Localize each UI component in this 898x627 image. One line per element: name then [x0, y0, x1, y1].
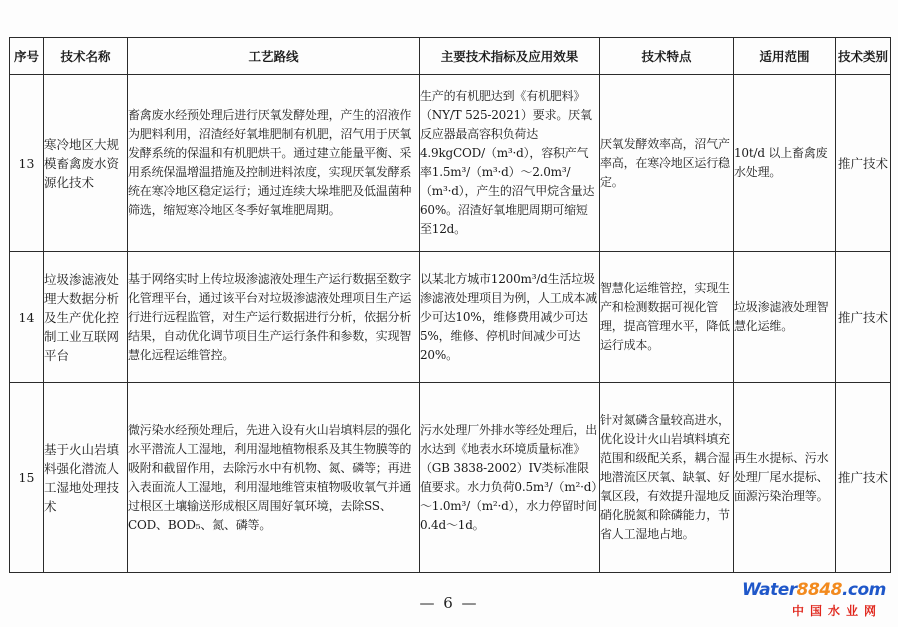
row-name: 基于火山岩填料强化潜流人工湿地处理技术 — [44, 383, 128, 573]
row-features: 针对氮磷含量较高进水，优化设计火山岩填料填充范围和级配关系，耦合湿地潜流区厌氧、缺氧、好氧区段，有效提升湿地反硝化脱氮和除磷能力，节省人工湿地占地。 — [600, 383, 734, 573]
row-indicators: 以某北方城市1200m³/d生活垃圾渗滤液处理项目为例，人工成本减少可达10%，维修费用减少可达5%，维修、停机时间减少可达20%。 — [420, 252, 600, 383]
header-features: 技术特点 — [600, 38, 734, 75]
row-indicators: 污水处理厂外排水等经处理后，出水达到《地表水环境质量标准》（GB 3838-2002）IV类标准限值要求。水力负荷0.5m³/（m²·d）～1.0m³/（m²·d），水力停留时间0.4d～1d。 — [420, 383, 600, 573]
watermark-brand-tld: .com — [841, 580, 886, 600]
header-name: 技术名称 — [44, 38, 128, 75]
site-watermark-logo — [742, 580, 886, 619]
row-no: 14 — [10, 252, 44, 383]
row-name: 垃圾渗滤液处理大数据分析及生产优化控制工业互联网平台 — [44, 252, 128, 383]
row-features: 厌氧发酵效率高，沼气产率高，在寒冷地区运行稳定。 — [600, 75, 734, 252]
row-scope: 再生水提标、污水处理厂尾水提标、面源污染治理等。 — [734, 383, 836, 573]
row-route: 微污染水经预处理后，先进入设有火山岩填料层的强化水平潜流人工湿地，利用湿地植物根系及其生物膜等的吸附和截留作用，去除污水中有机物、氮、磷等；再进入表面流人工湿地，利用湿地维管束植物吸收氧气并通过根区土壤输送形成根区周围好氧环境，去除SS、COD、BOD₅、氮、磷等。 — [128, 383, 420, 573]
technology-table — [9, 37, 891, 573]
header-route: 工艺路线 — [128, 38, 420, 75]
page-number: — 6 — — [419, 594, 479, 612]
watermark-brand — [742, 580, 886, 600]
row-route: 畜禽废水经预处理后进行厌氧发酵处理，产生的沼液作为肥料利用，沼渣经好氧堆肥制有机肥，沼气用于厌氧发酵系统的保温和有机肥烘干。通过建立能量平衡、采用系统保温增温措施及控制进料浓度，实现厌氧发酵系统在寒冷地区稳定运行；通过连续大垛堆肥及低温菌种筛选，缩短寒冷地区冬季好氧堆肥周期。 — [128, 75, 420, 252]
table-header-row — [10, 38, 891, 75]
row-name: 寒冷地区大规模畜禽废水资源化技术 — [44, 75, 128, 252]
row-scope: 垃圾渗滤液处理智慧化运维。 — [734, 252, 836, 383]
watermark-brand-number: 8848 — [796, 580, 842, 600]
row-category: 推广技术 — [836, 383, 891, 573]
row-route: 基于网络实时上传垃圾渗滤液处理生产运行数据至数字化管理平台，通过该平台对垃圾渗滤液处理项目生产运行进行远程监管，对生产运行数据进行分析，依据分析结果，自动优化调节项目生产运行条件和参数，实现智慧化远程运维管控。 — [128, 252, 420, 383]
watermark-brand-word: Water — [742, 580, 797, 600]
header-indicators: 主要技术指标及应用效果 — [420, 38, 600, 75]
header-category: 技术类别 — [836, 38, 891, 75]
row-indicators: 生产的有机肥达到《有机肥料》（NY/T 525-2021）要求。厌氧反应器最高容积负荷达4.9kgCOD/（m³·d），容积产气率1.5m³/（m³·d）～2.0m³/（m³·d），产生的沼气甲烷含量达60%。沼渣好氧堆肥周期可缩短至12d。 — [420, 75, 600, 252]
row-scope: 10t/d 以上畜禽废水处理。 — [734, 75, 836, 252]
row-no: 13 — [10, 75, 44, 252]
watermark-chinese: 中国水业网 — [791, 604, 882, 618]
row-features: 智慧化运维管控，实现生产和检测数据可视化管理，提高管理水平，降低运行成本。 — [600, 252, 734, 383]
row-no: 15 — [10, 383, 44, 573]
row-category: 推广技术 — [836, 252, 891, 383]
table-row — [10, 75, 891, 252]
row-category: 推广技术 — [836, 75, 891, 252]
header-no: 序号 — [10, 38, 44, 75]
table-row — [10, 383, 891, 573]
table-row — [10, 252, 891, 383]
header-scope: 适用范围 — [734, 38, 836, 75]
